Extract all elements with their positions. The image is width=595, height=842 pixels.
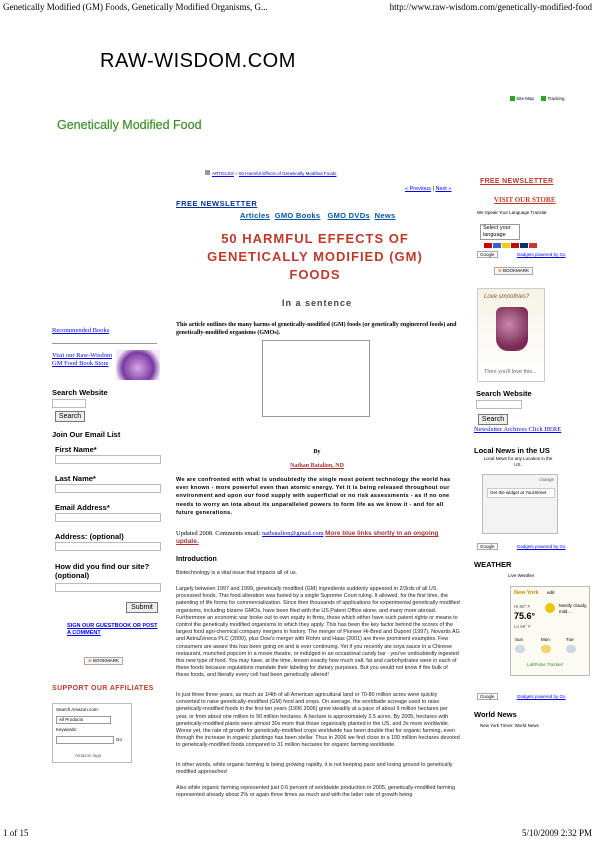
nav-gmo-dvds[interactable]: GMO DVDs (327, 211, 370, 220)
nav-articles[interactable]: Articles (240, 211, 270, 220)
paragraph-3: In other words, while organic farming is being growing rapidly, it is not keeping pace and losing ground to genetically modified approaches! (176, 762, 453, 776)
world-news-heading: World News (474, 710, 517, 719)
home-icon (205, 170, 210, 175)
breadcrumb-sep: » (235, 171, 238, 176)
cloud-icon (515, 645, 525, 653)
updated-text: Updated 2008. Comments email: (176, 530, 261, 537)
email-list-heading: Join Our Email List (52, 430, 121, 439)
gadgets-link[interactable]: Gadgets powered by Go (516, 252, 566, 257)
intro-heading: Introduction (176, 556, 217, 563)
last-name-field[interactable] (55, 484, 161, 493)
email-link[interactable]: natbatalion@gmail.com (262, 530, 324, 537)
how-found-label: How did you find our site? (optional) (55, 562, 150, 580)
weather-temp: 75.6° (514, 611, 536, 621)
breadcrumb-home[interactable]: ARTICLES (212, 171, 234, 176)
paragraph-1: Largely between 1997 and 1999, genetically modified (GM) ingredients suddenly appeared in 2/3rds of all US processed foods. This food alteration was fueled by a single Supreme Court ruling. It allowed, for the first time, the patenting of life forms for commercialization. Since then thousands of applications for experimental genetically modified organisms, including bizarre GMOs, have been filed with the US Patent Office alone, and many more abroad. Furthermore an economic war broke out to own equity in firms, those which either have such patent rights or means to control the genetically modified organisms to which they apply. This has been the key factor behind the scores of the largest food agri-chemical company mergers in history. The merger of Pioneer Hi-Bred and Dupont (1997), Novartis AG and AstraZeneca PLC (2000), plus Dow's merger with Rohm and Haas (2001) are three prominent examples. Few consumers are aware this has been going on and is ever continuing. Yet if you recently ate soya sauce in a Chinese restaurant, munched popcorn in a movie theatre, or indulged in an occasional candy bar - you've undoubtedly ingested this new type of food. You may have, at the time, known exactly how much salt, fat and carbohydrates were in each of these foods because regulations mandate their labeling for dietary purposes. But you would not know if the bulk of these foods, and literally every cell had been genetically altered! (176, 586, 460, 679)
print-header-url: http://www.raw-wisdom.com/genetically-modified-food (389, 2, 592, 12)
share-icon: ⊕ (88, 658, 92, 663)
widget-link[interactable]: Get the widget at YourStreet (487, 488, 555, 498)
amazon-keywords-input[interactable] (56, 736, 114, 744)
nav-news[interactable]: News (374, 211, 396, 220)
gadgets-link[interactable]: Gadgets powered by Go (516, 544, 566, 549)
prev-link[interactable]: « Previous (405, 186, 431, 192)
translate-google-row (477, 252, 566, 258)
forecast-day-1: Sun (515, 637, 524, 642)
translate-heading: We Speak Your Language Translat (477, 210, 547, 215)
amazon-logo: Amazon logo (75, 753, 102, 758)
nav-gmo-books[interactable]: GMO Books (274, 211, 321, 220)
news-google-row (477, 544, 566, 550)
sun-icon (541, 645, 551, 653)
smoothie-ad[interactable] (477, 288, 545, 382)
weather-city: New York (514, 590, 539, 596)
newsletter-archive-link[interactable]: Newsletter Archives Click HERE (474, 426, 562, 433)
smoothie-glass-image (496, 307, 528, 351)
main-nav (240, 211, 395, 220)
left-search-heading: Search Website (52, 388, 108, 397)
flag-icon[interactable] (520, 243, 528, 248)
last-name-label: Last Name* (55, 474, 96, 483)
right-search-input[interactable] (476, 400, 522, 409)
smoothie-ad-caption: Then you'll love this... (484, 369, 537, 375)
forecast-day-2: Mon (541, 637, 550, 642)
flag-icon[interactable] (529, 243, 537, 248)
breadcrumb (205, 170, 336, 177)
breadcrumb-current[interactable]: 50 Harmful Effects of Genetically Modified Foods (238, 171, 337, 176)
article-image (262, 340, 370, 417)
update-line (176, 530, 460, 546)
affiliates-heading: SUPPORT OUR AFFILIATES (52, 685, 154, 692)
intro-quote: We are confronted with what is undoubtedly the single most potent technology the world has ever known - more powerful even than atomic energy. Yet it is being released throughout our environment and upon our food supply with superficial or no risk assessments - as if no one needs to worry an iota about its unparalleled powers to form life as we know it - and for all future generations. (176, 477, 451, 516)
next-link[interactable]: Next » (435, 186, 452, 192)
guestbook-link[interactable]: SIGN OUR GUESTBOOK OR POST A COMMENT (67, 623, 158, 636)
pager (405, 186, 451, 193)
article-summary: This article outlines the many harms of genetically-modified (GM) foods (or genetically engineered foods) and genetically-modified organisms (GMOs). (176, 322, 457, 336)
right-bookmark-label: BOOKMARK (503, 268, 530, 273)
flag-icon[interactable] (493, 243, 501, 248)
cloud-icon (566, 645, 576, 653)
amazon-search-label: Search Amazon.com: (56, 707, 99, 712)
flag-icon[interactable] (511, 243, 519, 248)
how-found-field[interactable] (55, 583, 161, 592)
amazon-widget (52, 703, 132, 763)
address-field[interactable] (55, 542, 161, 551)
flag-icon[interactable] (502, 243, 510, 248)
left-bookmark-button[interactable] (84, 657, 123, 665)
tracking-icon (541, 96, 546, 101)
forecast-day-3: Tue (566, 637, 574, 642)
print-footer-page: 1 of 15 (3, 828, 29, 838)
local-news-heading: Local News in the US (474, 446, 550, 455)
pager-sep: | (432, 186, 434, 192)
right-newsletter-link[interactable]: FREE NEWSLETTER (480, 178, 554, 185)
google-logo[interactable]: Google (477, 543, 498, 550)
author-link[interactable]: Nathan Batalion, ND (290, 463, 344, 469)
flag-row-2[interactable] (484, 243, 538, 250)
weather-google-row (477, 694, 566, 700)
first-name-field[interactable] (55, 455, 161, 464)
change-link[interactable]: change (539, 477, 554, 482)
local-news-sub: Local News for any Location in the US. (483, 456, 553, 467)
weather-heading: WEATHER (474, 560, 512, 569)
article-title: 50 HARMFUL EFFECTS OF GENETICALLY MODIFIED (GM) FOODS (207, 231, 423, 282)
sitemap-icon (510, 96, 515, 101)
right-bookmark-button[interactable] (494, 267, 533, 275)
section-title: Genetically Modified Food (57, 118, 202, 132)
byline: By (313, 449, 321, 455)
visit-store-link[interactable]: Visit our Raw-Wisdom GM Food Book Store (52, 352, 113, 367)
email-label: Email Address* (55, 503, 110, 512)
right-search-button[interactable]: Search (478, 414, 508, 425)
left-bookmark-label: BOOKMARK (93, 658, 120, 663)
amazon-keywords-label: Keywords: (56, 727, 78, 732)
intro-line: Biotechnology is a vital issue that impacts all of us. (176, 570, 298, 576)
site-logo[interactable]: RAW-WISDOM.COM (100, 50, 296, 72)
smoothie-ad-title: Love smoothies? (484, 294, 530, 300)
language-select[interactable]: Select your language (480, 224, 520, 240)
divider (52, 343, 157, 344)
free-newsletter-link[interactable]: FREE NEWSLETTER (176, 199, 258, 208)
gadgets-link[interactable]: Gadgets powered by Go (516, 694, 566, 699)
left-search-button[interactable]: Search (55, 411, 85, 422)
tracking-link[interactable]: Tracking (547, 96, 565, 101)
amazon-category-select[interactable]: All Products (56, 716, 111, 724)
local-news-widget (482, 474, 558, 534)
submit-button[interactable]: Submit (126, 602, 158, 613)
google-logo[interactable]: Google (477, 251, 498, 258)
sun-icon (545, 603, 555, 613)
weather-ticker-link[interactable]: LabPulse Tracker! (527, 662, 564, 667)
weather-condition: Mostly cloudy, mild... (559, 603, 588, 614)
google-logo[interactable]: Google (477, 693, 498, 700)
weather-edit-link[interactable]: edit (547, 590, 555, 595)
world-news-sub: New York Times: World News (480, 723, 539, 728)
amazon-go-button[interactable]: Go (116, 737, 123, 742)
address-label: Address: (optional) (55, 532, 124, 541)
sitemap-link[interactable]: Site Map (516, 96, 535, 101)
weather-sub: Live Weather (508, 573, 535, 578)
left-search-input[interactable] (52, 399, 86, 408)
weather-hi: Hi 80° F (514, 604, 531, 609)
weather-lo: Lo 56° F (514, 624, 532, 629)
first-name-label: First Name* (55, 445, 97, 454)
right-search-heading: Search Website (476, 389, 532, 398)
email-field[interactable] (55, 513, 161, 522)
print-header-title: Genetically Modified (GM) Foods, Genetically Modified Organisms, G... (3, 2, 268, 12)
top-right-links (510, 96, 565, 102)
weather-widget (510, 586, 590, 676)
print-footer-datetime: 5/10/2009 2:32 PM (521, 828, 592, 838)
paragraph-4: Also while organic farming represented just 0.6 percent of worldwide production in 2005, genetically-modified farming represented already about 2% or again three times as much and with the latter rate of growth being (176, 785, 455, 799)
visit-store-right-link[interactable]: VISIT OUR STORE (494, 196, 556, 204)
more-links-note[interactable]: More blue links shortly in an ongoing update. (176, 530, 439, 545)
amethyst-image[interactable] (116, 350, 160, 380)
paragraph-2: In just three three years, as much as 1/4th of all American agricultural land or 70-80 million acres were quickly converted to raise genetically-modified (GM) food and crops. On average, the worldwide acreage used to raise genetically-modified foods in the first ten years (1996 2006) grew steadily at a pace of about 9 million hectares per year, or from about one million to 90 million hectares. A hectare is approximately 2.5 acres. By 2005, hectares with genetically-modified plants were almost 30x more that those organically planted in the US, and 3x more worldwide. Worse yet, the rate of growth for genetically-modified crops worldwide has been double that for organic farming, even through the increase in organic plantings has been stellar. Thus in 2006 we find close to a 100 million hectares devoted to genetically-modified foods compared to 31 million hectares for organic farming worldwide. (176, 692, 460, 749)
article-subtitle: In a sentence (281, 298, 353, 308)
recommended-books-link[interactable]: Recommended Books (52, 327, 110, 334)
share-icon: ⊕ (498, 268, 502, 273)
flag-icon[interactable] (484, 243, 492, 248)
